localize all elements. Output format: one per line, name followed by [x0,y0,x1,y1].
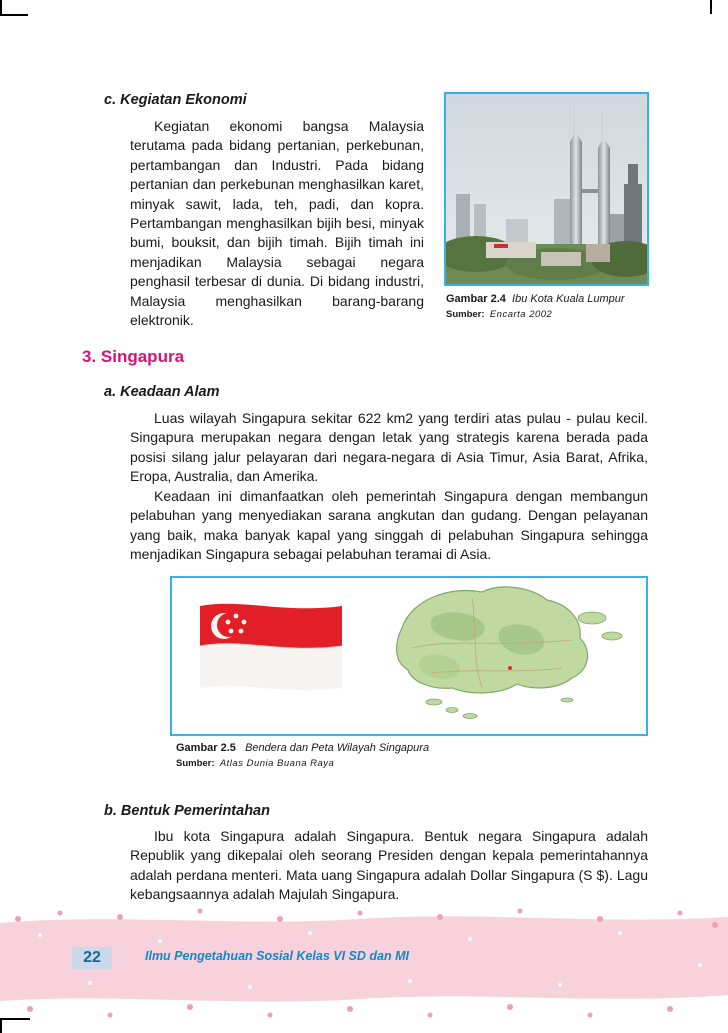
figure-2-4-title: Ibu Kota Kuala Lumpur [512,293,625,305]
figure-2-5-frame [170,576,648,736]
page-number: 22 [72,947,112,969]
section-a-paragraph-1: Luas wilayah Singapura sekitar 622 km2 yang terdiri atas pulau - pulau kecil. Singapura merupakan negara dengan letak yang strategis karena berada pada posisi silang jalur pelayaran dari negara-negara di Asia Timur, Asia Barat, Afrika, Eropa, Australia, dan Amerika. [130,410,648,485]
kuala-lumpur-skyline-image [446,94,647,284]
figure-2-4-caption [446,293,656,320]
figure-2-5-label: Gambar 2.5 [176,742,236,754]
section-b-paragraph: Ibu kota Singapura adalah Singapura. Bentuk negara Singapura adalah Republik yang dikepalai oleh seorang Presiden dengan kepala pemerintahannya adalah perdana menteri. Mata uang Singapura adalah Dollar Singapura (S $). Lagu kebangsaannya adalah Majulah Singapura. [130,828,648,903]
section-3-heading: 3. Singapura [82,347,185,366]
figure-2-4-label: Gambar 2.4 [446,293,506,305]
section-b-heading: b. Bentuk Pemerintahan [104,803,270,819]
book-title: Ilmu Pengetahuan Sosial Kelas VI SD dan MI [145,949,409,963]
footer-decoration [0,905,728,1033]
figure-2-5-caption [176,742,636,769]
figure-2-4-source: Sumber: Encarta 2002 [446,309,553,320]
crop-mark [710,0,712,14]
crop-mark [0,14,28,16]
section-a-paragraph-2: Keadaan ini dimanfaatkan oleh pemerintah Singapura dengan membangun pelabuhan yang menyediakan sarana angkutan dan gudang. Dengan pelayanan yang baik, maka banyak kapal yang singgah di pelabuhan Singapura sehingga menjadikan Singapura sebagai pelabuhan teramai di Asia. [130,488,648,563]
figure-2-5-source: Sumber: Atlas Dunia Buana Raya [176,758,335,769]
singapore-flag-image [200,604,342,691]
section-c-paragraph [130,117,424,330]
section-a-heading: a. Keadaan Alam [104,384,220,400]
section-c-heading: c. Kegiatan Ekonomi [104,92,247,108]
kuala-lumpur-photo [444,92,649,286]
figure-2-5-images [172,578,646,734]
figure-2-5-title: Bendera dan Peta Wilayah Singapura [245,742,430,754]
section-c-text: Kegiatan ekonomi bangsa Malaysia terutama pada bidang pertanian, perkebunan, pertambangan dan Industri. Pada bidang pertanian dan perkebunan menghasilkan karet, minyak sawit, lada, teh, padi, dan kopra. Pertambangan menghasilkan bijih besi, minyak bumi, bouksit, dan bijih timah. Bijih timah ini menjadikan Malaysia sebagai negara penghasil terbesar di dunia. Di bidang industri, Malaysia menghasilkan barang-barang elektronik. [130,118,424,329]
singapore-map-image [397,587,622,719]
